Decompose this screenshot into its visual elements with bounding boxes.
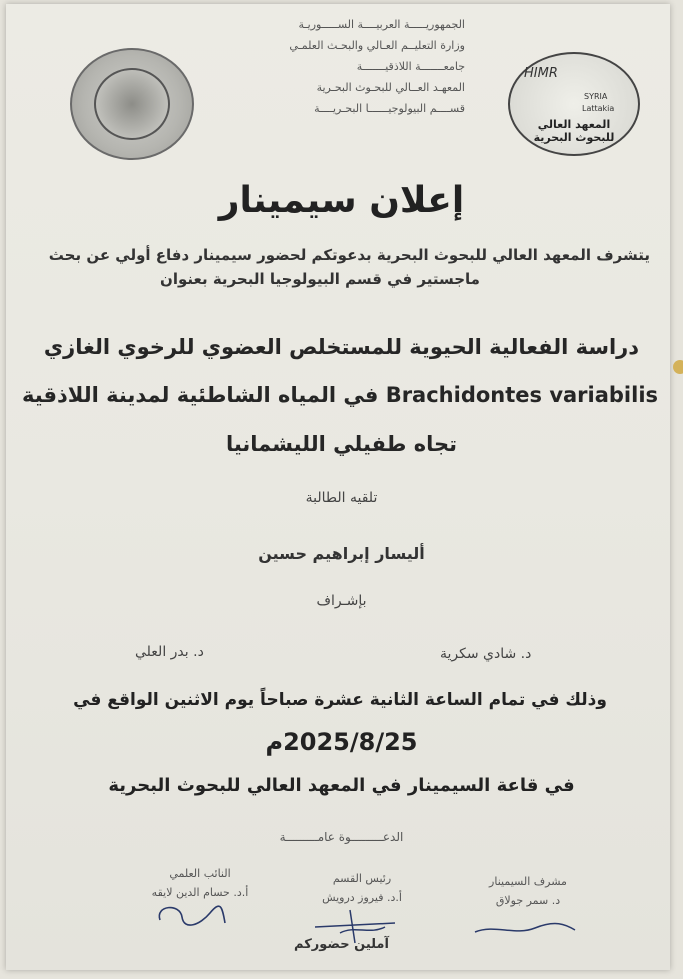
logo-text: SYRIA xyxy=(584,92,608,101)
institution-header xyxy=(225,14,465,119)
thesis-title: دراسة الفعالية الحيوية للمستخلص العضوي للرخوي الغازي xyxy=(43,335,640,359)
header-line: جامعـــــــة اللاذقيـــــــة xyxy=(356,60,465,73)
signature-title: النائب العلمي xyxy=(169,867,231,880)
student-label: تلقيه الطالبة xyxy=(305,490,378,506)
handwritten-signature-icon xyxy=(150,895,230,935)
closing-text: آملين حضوركم xyxy=(294,937,389,952)
signature-title: مشرف السيمينار xyxy=(489,875,567,888)
signature-name: أ.د. فيروز درويش xyxy=(322,891,402,904)
signature-name: د. سمر جولاق xyxy=(495,894,561,907)
invitation-note: الدعـــــــــوة عامـــــــــة xyxy=(279,830,404,844)
supervision-label: بإشـراف xyxy=(316,593,367,609)
university-seal-icon xyxy=(94,68,170,140)
seminar-place: في قاعة السيمينار في المعهد العالي للبحوث البحرية xyxy=(108,775,575,796)
logo-text: HIMR xyxy=(524,66,558,81)
intro-text: يتشرف المعهد العالي للبحوث البحرية بدعوتكم لحضور سيمينار دفاع أولي عن بحث xyxy=(48,246,650,264)
signature-name: أ.د. حسام الدين لايقه xyxy=(151,886,249,899)
thesis-title: Brachidontes variabilis في المياه الشاطئية لمدينة اللاذقية xyxy=(21,383,659,407)
logo-text: Lattakia xyxy=(582,104,615,113)
intro-text: ماجستير في قسم البيولوجيا البحرية بعنوان xyxy=(160,270,480,288)
header-line: قســــم البيولوجيــــــا البحـريــــة xyxy=(314,102,465,115)
header-line: الجمهوريـــــة العربيــــة الســـــوريـة xyxy=(298,18,465,31)
seminar-time: وذلك في تمام الساعة الثانية عشرة صباحاً يوم الاثنين الواقع في xyxy=(73,690,607,710)
university-logo xyxy=(70,48,194,160)
header-line: المعهـد العــالي للبحـوث البحـرية xyxy=(316,81,465,94)
pin-icon xyxy=(673,360,683,374)
supervisor-name: د. بدر العلي xyxy=(135,644,204,660)
thesis-title: تجاه طفيلي الليشمانيا xyxy=(225,432,458,456)
signature-title: رئيس القسم xyxy=(332,872,392,885)
student-name: أليسار إبراهيم حسين xyxy=(258,544,425,563)
supervisor-name: د. شادي سكرية xyxy=(440,646,532,662)
seminar-date: 2025/8/25م xyxy=(265,728,418,756)
signature-seminar-supervisor xyxy=(448,875,608,907)
logo-text: المعهد العالي للبحوث البحرية xyxy=(533,118,615,144)
announcement-title: إعلان سيمينار xyxy=(218,180,465,221)
header-line: وزارة التعليــم العـالي والبحـث العلمـي xyxy=(289,39,465,52)
signature-department-head xyxy=(282,872,442,904)
institute-logo xyxy=(508,52,640,156)
